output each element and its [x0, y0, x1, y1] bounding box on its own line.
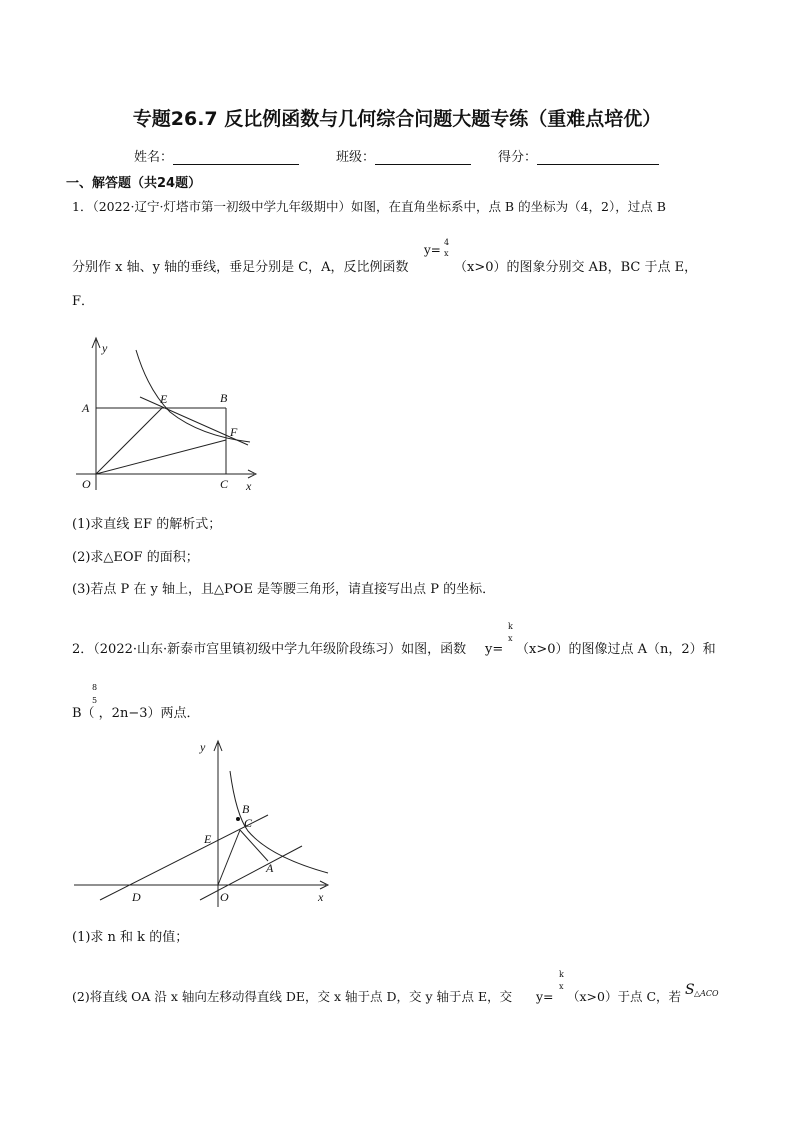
score-label: 得分：: [498, 150, 538, 165]
q2-label-E: E: [204, 832, 212, 846]
q2-label-x: x: [318, 890, 324, 904]
q2-sub2-s-sub: △ACO: [694, 989, 719, 998]
page-title: 专题26.7 反比例函数与几何综合问题大题专练（重难点培优）: [132, 108, 662, 130]
q1-figure: [70, 330, 270, 500]
section-heading: 一、解答题（共24题）: [66, 176, 202, 191]
q2-func-num: k: [508, 622, 513, 631]
q2-line-OA: [200, 846, 302, 900]
q2-label-A: A: [266, 861, 274, 875]
q2-sub2b: （x>0）于点 C，若: [567, 989, 682, 1004]
q2-label-D: D: [132, 890, 141, 904]
q1-label-O: O: [82, 477, 91, 491]
q2-func-y: y=: [485, 642, 504, 657]
q1-func-y: y=: [424, 243, 441, 257]
class-blank[interactable]: [375, 150, 471, 165]
name-label: 姓名：: [134, 150, 174, 165]
q2-sub2a: (2)将直线 OA 沿 x 轴向左移动得直线 DE，交 x 轴于点 D，交 y 轴于点 E，交: [72, 989, 513, 1004]
q2-sub2-func-num: k: [559, 970, 564, 979]
q1-label-x: x: [246, 479, 252, 493]
q2-func-den: x: [508, 634, 513, 643]
q2-b-num: 8: [92, 683, 98, 692]
score-field[interactable]: [498, 146, 659, 165]
q2-line1a: 2．（2022·山东·新泰市宫里镇初级中学九年级阶段练习）如图，函数: [72, 642, 467, 657]
q2-line1b: （x>0）的图像过点 A（n，2）和: [516, 642, 716, 657]
q1-func-den: x: [444, 249, 449, 258]
class-label: 班级：: [336, 150, 376, 165]
name-blank[interactable]: [173, 150, 299, 165]
name-field[interactable]: [134, 146, 299, 165]
q1-label-F: F: [230, 425, 238, 439]
q1-line2b: （x>0）的图象分别交 AB，BC 于点 E，: [454, 260, 698, 275]
q2-label-y: y: [200, 740, 206, 754]
q2-point-B: [236, 817, 240, 821]
q2-line-DE: [100, 815, 268, 900]
q2-label-B: B: [242, 802, 250, 816]
q1-sub1: (1)求直线 EF 的解析式；: [72, 517, 222, 532]
q2-label-C: C: [244, 816, 253, 830]
q1-label-y: y: [102, 341, 108, 355]
q1-label-E: E: [160, 392, 168, 406]
q1-sub2: (2)求△EOF 的面积；: [72, 550, 199, 565]
q1-func-num: 4: [444, 238, 450, 247]
q2-b-den: 5: [92, 696, 98, 705]
q2-sub2-func-den: x: [559, 982, 564, 991]
q2-label-O: O: [220, 890, 229, 904]
q1-line3: F．: [72, 294, 95, 309]
score-blank[interactable]: [537, 150, 659, 165]
q2-sub2-func-y: y=: [536, 989, 554, 1004]
q1-sub3: (3)若点 P 在 y 轴上，且△POE 是等腰三角形，请直接写出点 P 的坐标．: [72, 582, 496, 597]
q2-sub1: (1)求 n 和 k 的值；: [72, 930, 189, 945]
q2-line2: B（ ，2n−3）两点．: [72, 706, 200, 721]
q1-line2a: 分别作 x 轴、y 轴的垂线，垂足分别是 C，A，反比例函数: [72, 260, 409, 275]
q1-label-C: C: [220, 477, 229, 491]
q1-label-B: B: [220, 391, 228, 405]
q1-segment-OE: [96, 408, 162, 474]
class-field[interactable]: [336, 146, 471, 165]
q1-label-A: A: [82, 401, 90, 415]
q1-line1: 1．（2022·辽宁·灯塔市第一初级中学九年级期中）如图，在直角坐标系中，点 B 的坐标为（4，2），过点 B: [72, 199, 666, 214]
q2-figure: [70, 735, 340, 910]
q2-sub2-s: S: [685, 982, 695, 998]
q1-segment-OF: [96, 440, 226, 474]
